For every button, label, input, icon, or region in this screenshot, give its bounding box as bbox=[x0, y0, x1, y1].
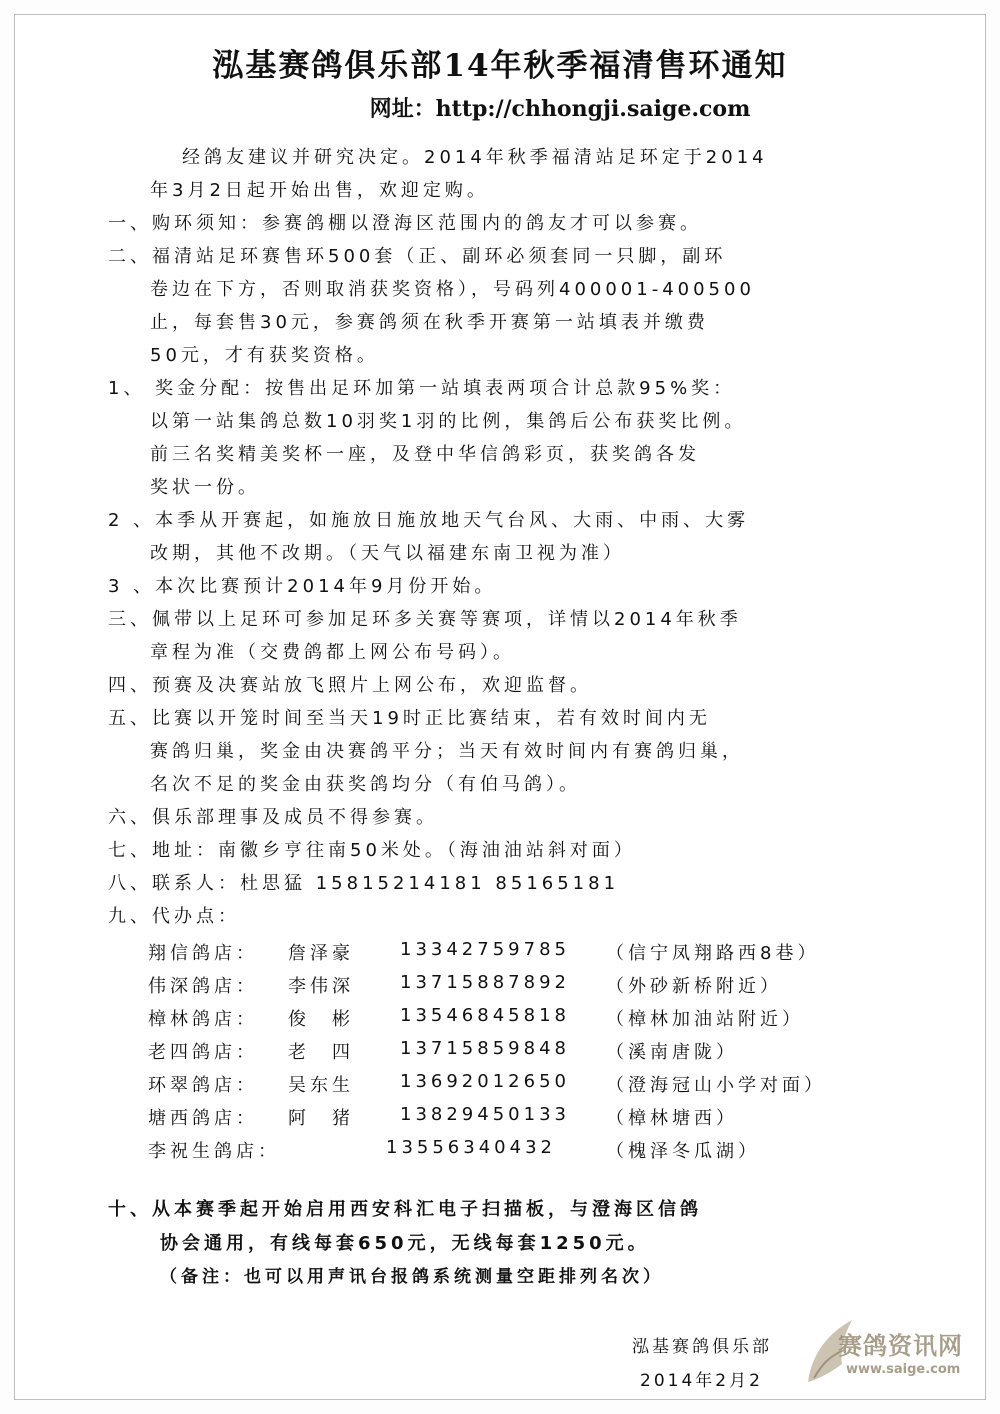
section-2-line-3: 止，每套售30元，参赛鸽须在秋季开赛第一站填表并缴费 bbox=[150, 312, 709, 333]
agent-phone: 13829450133 bbox=[400, 1104, 570, 1125]
section-8: 八、联系人：杜思猛 15815214181 85165181 bbox=[108, 873, 620, 894]
point-2-line-2: 改期，其他不改期。（天气以福建东南卫视为准） bbox=[150, 543, 625, 564]
agent-location: （樟林塘西） bbox=[606, 1108, 738, 1129]
agent-location: （樟林加油站附近） bbox=[606, 1009, 804, 1030]
agent-person: 詹泽豪 bbox=[288, 943, 354, 964]
agent-person: 李伟深 bbox=[288, 976, 354, 997]
watermark-url[interactable]: www.saige.com bbox=[846, 1362, 961, 1377]
document-title: 泓基赛鸽俱乐部14年秋季福清售环通知 bbox=[212, 48, 788, 84]
website-line bbox=[0, 92, 1000, 123]
agent-location: （槐泽冬瓜湖） bbox=[606, 1141, 760, 1162]
section-1: 一、购环须知：参赛鸽棚以澄海区范围内的鸽友才可以参赛。 bbox=[108, 213, 702, 234]
section-3-line-2: 章程为准（交费鸽都上网公布号码）。 bbox=[150, 642, 515, 663]
agent-shop: 塘西鸽店： bbox=[148, 1108, 258, 1129]
point-1-line-4: 奖状一份。 bbox=[150, 477, 260, 498]
section-6: 六、俱乐部理事及成员不得参赛。 bbox=[108, 807, 438, 828]
section-10-note: （备注：也可以用声讯台报鸽系统测量空距排列名次） bbox=[160, 1267, 664, 1287]
section-2-line-2: 卷边在下方，否则取消获奖资格），号码列400001-400500 bbox=[150, 279, 755, 300]
agent-person: 俊 彬 bbox=[288, 1009, 354, 1030]
agent-phone: 13546845818 bbox=[400, 1005, 570, 1026]
agent-person: 老 四 bbox=[288, 1042, 354, 1063]
intro-line-2: 年3月2日起开始出售，欢迎定购。 bbox=[150, 180, 489, 201]
watermark-logo bbox=[800, 1310, 990, 1400]
agent-location: （信宁凤翔路西8巷） bbox=[606, 943, 820, 964]
agent-shop: 李祝生鸽店： bbox=[148, 1141, 280, 1162]
point-3: 3 、本次比赛预计2014年9月份开始。 bbox=[108, 576, 497, 597]
agent-phone: 13715887892 bbox=[400, 972, 570, 993]
section-3-line-1: 三、佩带以上足环可参加足环多关赛等赛项，详情以2014年秋季 bbox=[108, 609, 742, 630]
agent-location: （溪南唐陇） bbox=[606, 1042, 738, 1063]
section-5-line-2: 赛鸽归巢，奖金由决赛鸽平分；当天有效时间内有赛鸽归巢， bbox=[150, 741, 744, 762]
section-5-line-1: 五、比赛以开笼时间至当天19时正比赛结束，若有效时间内无 bbox=[108, 708, 711, 729]
watermark-title: 赛鸽资讯网 bbox=[838, 1332, 963, 1360]
agent-location: （外砂新桥附近） bbox=[606, 976, 782, 997]
section-4: 四、预赛及决赛站放飞照片上网公布，欢迎监督。 bbox=[108, 675, 592, 696]
section-10-line-2: 协会通用，有线每套650元，无线每套1250元。 bbox=[160, 1233, 650, 1254]
agent-person: 吴东生 bbox=[288, 1075, 354, 1096]
agent-location: （澄海冠山小学对面） bbox=[606, 1075, 826, 1096]
section-2-line-1: 二、福清站足环赛售环500套（正、副环必须套同一只脚，副环 bbox=[108, 246, 727, 267]
signature-org: 泓基赛鸽俱乐部 bbox=[632, 1337, 772, 1357]
signature-date: 2014年2月2 bbox=[640, 1371, 763, 1391]
agent-phone: 13556340432 bbox=[386, 1137, 556, 1158]
agent-phone: 13692012650 bbox=[400, 1071, 570, 1092]
point-1-line-2: 以第一站集鸽总数10羽奖1羽的比例，集鸽后公布获奖比例。 bbox=[150, 411, 747, 432]
agent-phone: 13715859848 bbox=[400, 1038, 570, 1059]
agent-shop: 翔信鸽店： bbox=[148, 943, 258, 964]
section-9: 九、代办点： bbox=[108, 906, 240, 927]
section-10-line-1: 十、从本赛季起开始启用西安科汇电子扫描板，与澄海区信鸽 bbox=[108, 1199, 702, 1220]
section-2-line-4: 50元，才有获奖资格。 bbox=[150, 345, 379, 366]
website-url[interactable]: http://chhongji.saige.com bbox=[435, 96, 751, 122]
agent-shop: 老四鸽店： bbox=[148, 1042, 258, 1063]
point-2-line-1: 2 、本季从开赛起，如施放日施放地天气台风、大雨、中雨、大雾 bbox=[108, 510, 750, 531]
point-1-line-3: 前三名奖精美奖杯一座，及登中华信鸽彩页，获奖鸽各发 bbox=[150, 444, 700, 465]
intro-line-1: 经鸽友建议并研究决定。2014年秋季福清站足环定于2014 bbox=[182, 147, 768, 168]
agent-phone: 13342759785 bbox=[400, 939, 570, 960]
website-label: 网址： bbox=[369, 96, 436, 122]
agent-person: 阿 猪 bbox=[288, 1108, 354, 1129]
section-5-line-3: 名次不足的奖金由获奖鸽均分（有伯马鸽）。 bbox=[150, 774, 581, 795]
agent-shop: 环翠鸽店： bbox=[148, 1075, 258, 1096]
section-7: 七、地址：南徽乡亨往南50米处。（海油油站斜对面） bbox=[108, 840, 636, 861]
agent-shop: 伟深鸽店： bbox=[148, 976, 258, 997]
agent-shop: 樟林鸽店： bbox=[148, 1009, 258, 1030]
point-1-line-1: 1、 奖金分配：按售出足环加第一站填表两项合计总款95%奖： bbox=[108, 378, 736, 399]
